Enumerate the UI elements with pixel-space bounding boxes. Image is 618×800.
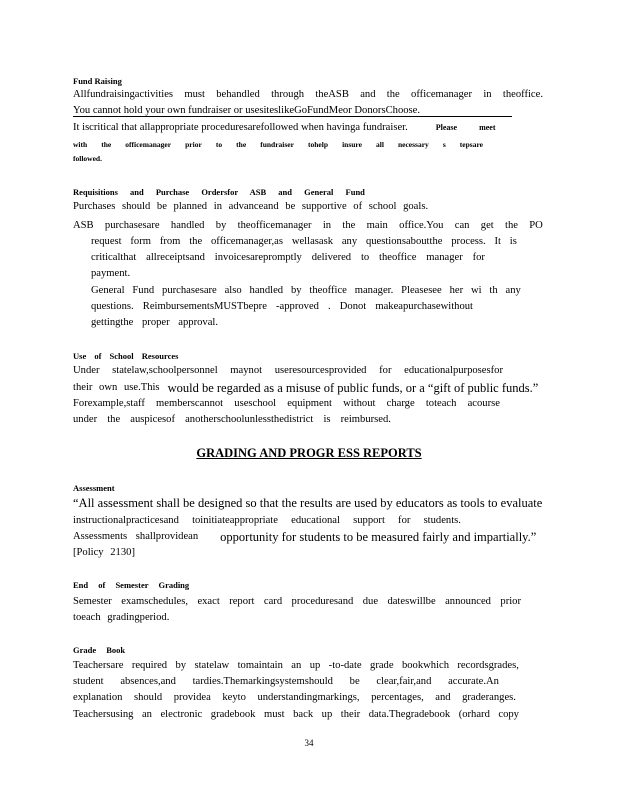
school-resources-heading: Use of School Resources (73, 351, 179, 361)
word: the (342, 220, 356, 231)
word: purchasesare (104, 220, 160, 231)
word: instructionalpracticesand (73, 515, 179, 526)
fund-raising-line-2: You cannot hold your own fundraiser or usesiteslikeGoFundMeor DonorsChoose. (73, 105, 421, 116)
word: necessary (397, 140, 429, 149)
word: -to-date (328, 660, 362, 671)
word: theofficemanager (237, 220, 312, 231)
word: must (184, 89, 205, 100)
word: useresourcesprovided (274, 365, 367, 376)
word: must (264, 709, 285, 720)
word: manager (426, 252, 463, 263)
fund-raising-line-3-small: Please meet (435, 123, 496, 132)
word: student (73, 676, 104, 687)
requisitions-line-3 (91, 235, 517, 249)
word: Under (73, 365, 100, 376)
school-resources-line-2-b: would be regarded as a misuse of public funds, or a “gift of public funds.” (167, 381, 539, 395)
word: is (323, 414, 331, 425)
fund-raising-heading: Fund Raising (73, 76, 122, 86)
word: be (349, 676, 360, 687)
word: Pleasesee (401, 285, 442, 296)
word: back (293, 709, 314, 720)
word: up (309, 660, 321, 671)
word: from (159, 236, 181, 247)
word: reimbursed. (340, 414, 391, 425)
word: keyto (222, 692, 246, 703)
word: the (101, 140, 112, 149)
word: absences,and (120, 676, 176, 687)
school-resources-line-2-a: their own use.This (73, 382, 160, 393)
word: ReimbursementsMUSTbepre (142, 301, 267, 312)
word: tohelp (308, 140, 329, 149)
word: questionsaboutthe (365, 236, 443, 247)
word: under (73, 414, 98, 425)
word: is (509, 236, 517, 247)
assessment-line-4: [Policy 2130] (73, 547, 135, 558)
word: form (130, 236, 151, 247)
word: fundraiser (260, 140, 294, 149)
word: report (229, 596, 255, 607)
word: announced (445, 596, 491, 607)
word: the (189, 236, 203, 247)
word: grade (370, 660, 394, 671)
word: tardies.Themarkingsystemshould (192, 676, 333, 687)
word: statelaw,schoolpersonnel (112, 365, 218, 376)
word: Donot (339, 301, 367, 312)
word: electronic (160, 709, 203, 720)
word: providea (173, 692, 211, 703)
word: maynot (230, 365, 263, 376)
word: their (340, 709, 361, 720)
word: clear,fair,and (376, 676, 432, 687)
word: for (398, 515, 411, 526)
word: makeapurchasewithout (375, 301, 473, 312)
word: equipment (287, 398, 332, 409)
word: to (215, 140, 223, 149)
assessment-line-3 (73, 530, 543, 544)
word: by (215, 220, 227, 231)
word: with (73, 140, 88, 149)
word: process. (451, 236, 486, 247)
word: office.You (399, 220, 444, 231)
grade-book-line-4 (73, 708, 519, 722)
end-semester-heading: End of Semester Grading (73, 580, 190, 590)
grade-book-heading: Grade Book (73, 645, 126, 655)
fund-raising-line-3 (73, 121, 533, 135)
word: due (362, 596, 379, 607)
word: her (449, 285, 464, 296)
word: exact (197, 596, 220, 607)
word: the (505, 220, 518, 231)
requisitions-line-7 (91, 300, 473, 314)
word: officemanager (411, 89, 473, 100)
school-resources-line-4 (73, 413, 391, 427)
word: questions. (91, 301, 134, 312)
word: recordsgrades, (457, 660, 519, 671)
word: handled (170, 220, 205, 231)
school-resources-line-1 (73, 364, 503, 378)
word: support (353, 515, 385, 526)
word: prior (185, 140, 202, 149)
word: card (263, 596, 283, 607)
assessment-line-1: “All assessment shall be designed so that the results are used by educators as tools to evaluate (73, 496, 543, 510)
word: insure (342, 140, 362, 149)
requisitions-line-2 (73, 219, 543, 233)
assessment-line-3-a: Assessments shallprovidean (73, 531, 199, 542)
word: auspicesof (130, 414, 175, 425)
word: by (175, 660, 187, 671)
word: get (480, 220, 494, 231)
requisitions-line-1: Purchases should be planned in advanceand be supportive of school goals. (73, 201, 429, 212)
word: wellasask (291, 236, 334, 247)
word: in (322, 220, 332, 231)
school-resources-line-3 (73, 397, 500, 411)
end-semester-line-1 (73, 595, 521, 609)
word: dateswillbe (387, 596, 436, 607)
word: toteach (425, 398, 457, 409)
word: useschool (234, 398, 277, 409)
word: Fund (132, 285, 155, 296)
word: data.Thegradebook (368, 709, 451, 720)
word: PO (529, 220, 543, 231)
word: examschedules, (121, 596, 189, 607)
word: Allfundraisingactivities (73, 89, 174, 100)
word: bookwhich (401, 660, 450, 671)
word: charge (386, 398, 415, 409)
page-number: 34 (304, 738, 314, 748)
word: to (360, 252, 370, 263)
requisitions-line-5: payment. (91, 268, 131, 279)
word: by (290, 285, 302, 296)
word: . (328, 301, 331, 312)
word: Semester (73, 596, 112, 607)
word: the (386, 89, 400, 100)
word: through (271, 89, 305, 100)
word: theoffice. (502, 89, 543, 100)
word: copy (498, 709, 519, 720)
word: theoffice (309, 285, 347, 296)
word: delivered (311, 252, 352, 263)
word: s (442, 140, 446, 149)
word: any (505, 285, 521, 296)
word: should (133, 692, 163, 703)
word: anotherschoolunlessthedistrict (185, 414, 314, 425)
assessment-line-3-b: opportunity for students to be measured fairly and impartially.” (220, 530, 537, 544)
word: accurate.An (448, 676, 499, 687)
fund-raising-line-1 (73, 88, 543, 102)
grade-book-line-3 (73, 691, 516, 705)
fund-raising-line-5: followed. (73, 154, 102, 163)
word: theoffice (379, 252, 417, 263)
end-semester-line-2: toeach gradingperiod. (73, 612, 170, 623)
word: General (91, 285, 125, 296)
word: educationalpurposesfor (404, 365, 503, 376)
word: up (321, 709, 333, 720)
word: Teachersusing (73, 709, 134, 720)
word: theASB (315, 89, 349, 100)
word: purchasesare (162, 285, 217, 296)
word: understandingmarkings, (257, 692, 360, 703)
word: tepsare (459, 140, 483, 149)
word: toinitiateappropriate (192, 515, 278, 526)
word: graderanges. (462, 692, 516, 703)
word: manager. (354, 285, 394, 296)
word: th (489, 285, 498, 296)
grade-book-line-1 (73, 659, 519, 673)
word: acourse (467, 398, 500, 409)
word: the (107, 414, 121, 425)
word: officemanager,as (210, 236, 284, 247)
requisitions-line-6 (91, 284, 521, 298)
word: handled (249, 285, 284, 296)
word: request (91, 236, 122, 247)
word: behandled (216, 89, 260, 100)
word: students. (423, 515, 461, 526)
word: (orhard (458, 709, 490, 720)
requisitions-line-4 (91, 251, 485, 265)
word: officemanager (125, 140, 172, 149)
word: the (236, 140, 247, 149)
word: any (341, 236, 358, 247)
section-title: GRADING AND PROGR ESS REPORTS (196, 446, 422, 460)
word: can (454, 220, 470, 231)
word: also (224, 285, 242, 296)
word: all (375, 140, 384, 149)
word: in (483, 89, 492, 100)
word: and (360, 89, 376, 100)
assessment-heading: Assessment (73, 483, 115, 493)
word: memberscannot (156, 398, 224, 409)
underline-rule (73, 116, 512, 117)
word: wi (470, 285, 482, 296)
assessment-line-2 (73, 514, 461, 528)
word: and (435, 692, 451, 703)
word: invoicesarepromptly (214, 252, 302, 263)
word: Forexample,staff (73, 398, 145, 409)
school-resources-line-2 (73, 381, 543, 395)
grade-book-line-2 (73, 675, 499, 689)
word: -approved (276, 301, 319, 312)
word: proceduresand (291, 596, 354, 607)
word: an (291, 660, 302, 671)
word: gradebook (210, 709, 256, 720)
word: statelaw (194, 660, 230, 671)
word: criticalthat (91, 252, 137, 263)
word: ASB (73, 220, 94, 231)
word: without (343, 398, 376, 409)
word: explanation (73, 692, 123, 703)
word: required (131, 660, 168, 671)
word: percentages, (371, 692, 424, 703)
word: for (472, 252, 485, 263)
word: educational (291, 515, 340, 526)
requisitions-line-8: gettingthe proper approval. (91, 317, 219, 328)
fund-raising-line-4 (73, 138, 483, 152)
word: It (494, 236, 501, 247)
word: an (141, 709, 152, 720)
word: prior (500, 596, 521, 607)
word: main (366, 220, 388, 231)
requisitions-heading: Requisitions and Purchase Ordersfor ASB and General Fund (73, 187, 365, 197)
word: tomaintain (237, 660, 283, 671)
fund-raising-line-3-text: It iscritical that allappropriate proceduresarefollowed when havinga fundraiser. (73, 122, 408, 133)
word: allreceiptsand (146, 252, 205, 263)
word: for (379, 365, 392, 376)
word: Teachersare (73, 660, 124, 671)
